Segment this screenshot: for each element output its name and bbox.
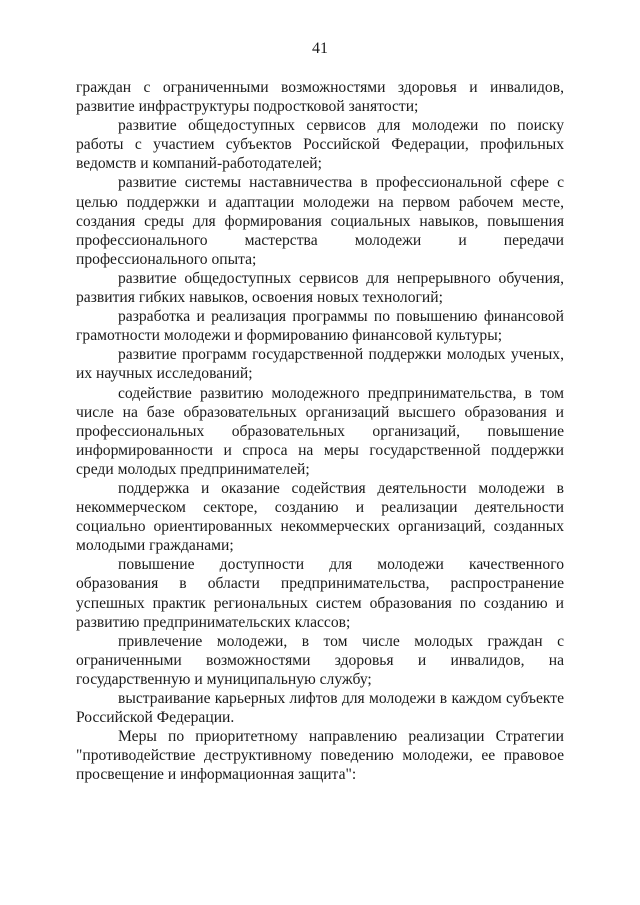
- paragraph: привлечение молодежи, в том числе молодых граждан с ограниченными возможностями здоровья и инвалидов, на государственную и муниципальную службу;: [76, 632, 564, 688]
- paragraph: развитие системы наставничества в профессиональной сфере с целью поддержки и адаптации молодежи на первом рабочем месте, создания среды для формирования социальных навыков, повышения профессионального мастерства молодежи и передачи профессионального опыта;: [76, 174, 564, 268]
- page-number: 41: [312, 40, 328, 57]
- paragraph: развитие общедоступных сервисов для непрерывного обучения, развития гибких навыков, освоения новых технологий;: [76, 269, 564, 307]
- paragraph: граждан с ограниченными возможностями здоровья и инвалидов, развитие инфраструктуры подростковой занятости;: [76, 79, 564, 116]
- paragraph: развитие общедоступных сервисов для молодежи по поиску работы с участием субъектов Российской Федерации, профильных ведомств и компаний-работодателей;: [76, 117, 564, 173]
- paragraph: поддержка и оказание содействия деятельности молодежи в некоммерческом секторе, созданию и реализации деятельности социально ориентированных некоммерческих организаций, созданных молодыми гражданами;: [76, 479, 564, 555]
- paragraph: выстраивание карьерных лифтов для молодежи в каждом субъекте Российской Федерации.: [76, 690, 564, 727]
- paragraph: развитие программ государственной поддержки молодых ученых, их научных исследований;: [76, 346, 564, 383]
- paragraph: повышение доступности для молодежи качественного образования в области предпринимательства, распространение успешных практик региональных систем образования по созданию и развитию предпринимательских классов;: [76, 556, 564, 631]
- paragraph: содействие развитию молодежного предпринимательства, в том числе на базе образовательных организаций высшего образования и профессиональных образовательных организаций, повышение информированности и спроса на меры государственной поддержки среди молодых предпринимателей;: [76, 384, 564, 478]
- paragraph: Меры по приоритетному направлению реализации Стратегии "противодействие деструктивному поведению молодежи, ее правовое просвещение и информационная защита":: [76, 728, 564, 784]
- paragraph: разработка и реализация программы по повышению финансовой грамотности молодежи и формированию финансовой культуры;: [76, 308, 564, 345]
- document-body: [76, 78, 564, 784]
